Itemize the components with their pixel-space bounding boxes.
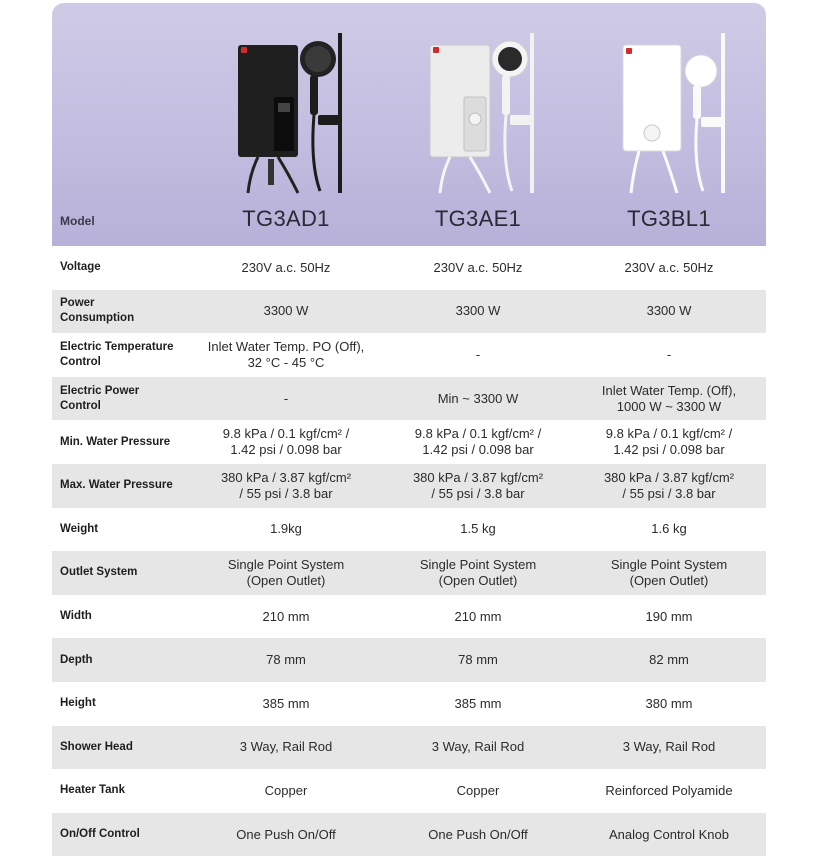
spec-value: 3 Way, Rail Rod xyxy=(622,739,716,755)
spec-row-electric-temperature-control xyxy=(52,333,766,377)
spec-value: Inlet Water Temp. PO (Off), 32 °C - 45 °C xyxy=(207,338,365,370)
spec-comparison-card xyxy=(52,3,766,859)
spec-value: 190 mm xyxy=(645,608,693,624)
spec-label: Weight xyxy=(60,522,99,535)
spec-label: Max. Water Pressure xyxy=(60,479,173,492)
spec-value: 78 mm xyxy=(458,652,498,668)
spec-value: 9.8 kPa / 0.1 kgf/cm² / 1.42 psi / 0.098 bar xyxy=(605,426,733,458)
spec-label: Depth xyxy=(60,653,93,666)
spec-value: 3 Way, Rail Rod xyxy=(239,739,333,755)
spec-row-heater-tank xyxy=(52,769,766,813)
spec-label: Height xyxy=(60,697,96,710)
spec-value: 230V a.c. 50Hz xyxy=(433,259,523,275)
spec-value: Copper xyxy=(456,782,500,798)
spec-value: Single Point System (Open Outlet) xyxy=(419,556,537,588)
spec-label: Min. Water Pressure xyxy=(60,435,171,448)
spec-label: On/Off Control xyxy=(60,828,140,841)
spec-value: Analog Control Knob xyxy=(609,826,729,842)
spec-row-width xyxy=(52,595,766,639)
spec-row-power-consumption xyxy=(52,290,766,334)
model-name-2: TG3AE1 xyxy=(434,206,522,231)
spec-value: 9.8 kPa / 0.1 kgf/cm² / 1.42 psi / 0.098 bar xyxy=(222,426,350,458)
spec-row-outlet-system xyxy=(52,551,766,595)
spec-value: Single Point System (Open Outlet) xyxy=(610,556,728,588)
spec-value: - xyxy=(283,390,289,406)
spec-value: 1.5 kg xyxy=(460,521,496,537)
product-image-tg3ae1 xyxy=(382,23,574,203)
spec-value: 385 mm xyxy=(454,695,502,711)
spec-row-height xyxy=(52,682,766,726)
spec-label: Power Consumption xyxy=(60,297,135,325)
spec-value: 230V a.c. 50Hz xyxy=(624,259,714,275)
spec-value: Min ~ 3300 W xyxy=(437,390,519,406)
kdk-logo-icon xyxy=(241,47,247,53)
spec-value: 385 mm xyxy=(262,695,310,711)
spec-value: 3300 W xyxy=(263,303,309,319)
spec-value: Copper xyxy=(264,782,308,798)
spec-label: Outlet System xyxy=(60,566,138,579)
spec-value: - xyxy=(475,346,481,362)
spec-row-on-off-control xyxy=(52,813,766,857)
product-image-tg3ad1 xyxy=(190,23,382,203)
spec-label: Heater Tank xyxy=(60,784,125,797)
spec-value: 380 kPa / 3.87 kgf/cm² / 55 psi / 3.8 bar xyxy=(603,469,735,501)
spec-label: Width xyxy=(60,610,92,623)
kdk-logo-icon xyxy=(433,47,439,53)
product-hero xyxy=(52,3,766,246)
spec-value: Inlet Water Temp. (Off), 1000 W ~ 3300 W xyxy=(601,382,737,414)
spec-value: 230V a.c. 50Hz xyxy=(241,259,331,275)
spec-value: Reinforced Polyamide xyxy=(605,782,733,798)
spec-value: Single Point System (Open Outlet) xyxy=(227,556,345,588)
spec-row-weight xyxy=(52,508,766,552)
model-label: Model xyxy=(60,214,95,228)
spec-value: 9.8 kPa / 0.1 kgf/cm² / 1.42 psi / 0.098 bar xyxy=(414,426,542,458)
spec-row-depth xyxy=(52,638,766,682)
spec-value: 1.6 kg xyxy=(651,521,687,537)
spec-value: 78 mm xyxy=(266,652,306,668)
spec-value: 380 mm xyxy=(645,695,693,711)
spec-value: 1.9kg xyxy=(270,521,302,537)
spec-value: 3300 W xyxy=(455,303,501,319)
spec-value: - xyxy=(666,346,672,362)
spec-row-min-water-pressure xyxy=(52,420,766,464)
model-name-3: TG3BL1 xyxy=(627,206,711,231)
spec-value: 380 kPa / 3.87 kgf/cm² / 55 psi / 3.8 bar xyxy=(220,469,352,501)
spec-row-max-water-pressure xyxy=(52,464,766,508)
spec-value: One Push On/Off xyxy=(428,826,528,842)
spec-label: Voltage xyxy=(60,261,101,274)
spec-value: 210 mm xyxy=(454,608,502,624)
spec-value: 380 kPa / 3.87 kgf/cm² / 55 psi / 3.8 bar xyxy=(412,469,544,501)
spec-label: Shower Head xyxy=(60,740,133,753)
kdk-logo-icon xyxy=(626,48,632,54)
spec-table xyxy=(52,246,766,856)
spec-label: Electric Temperature Control xyxy=(60,340,174,368)
model-name-1: TG3AD1 xyxy=(242,206,330,231)
spec-row-electric-power-control xyxy=(52,377,766,421)
product-image-tg3bl1 xyxy=(573,23,765,203)
spec-value: 3 Way, Rail Rod xyxy=(431,739,525,755)
spec-value: 3300 W xyxy=(646,303,692,319)
spec-value: 82 mm xyxy=(649,652,689,668)
spec-value: One Push On/Off xyxy=(236,826,336,842)
spec-row-shower-head xyxy=(52,726,766,770)
spec-row-voltage xyxy=(52,246,766,290)
spec-label: Electric Power Control xyxy=(60,384,140,412)
spec-value: 210 mm xyxy=(262,608,310,624)
